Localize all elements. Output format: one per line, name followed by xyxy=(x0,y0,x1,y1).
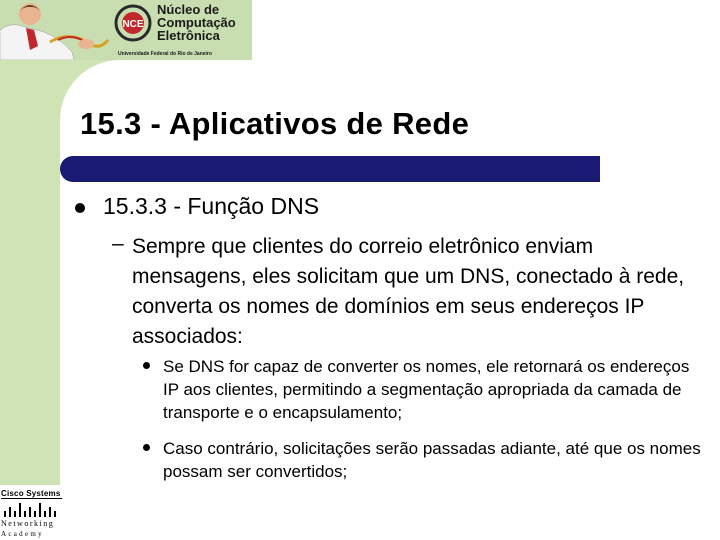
bullet-icon xyxy=(143,444,150,451)
svg-text:NCE: NCE xyxy=(122,19,144,30)
bullet-level3: Caso contrário, solicitações serão passadas adiante, até que os nomes possam ser convertidos; xyxy=(163,439,701,481)
title-bar xyxy=(60,156,600,182)
cisco-academy-logo xyxy=(0,485,64,540)
bullet-level3: Se DNS for capaz de converter os nomes, ele retornará os endereços IP aos clientes, permitindo a segmentação apropriada da camada de transporte e o encapsulamento; xyxy=(163,357,690,422)
cisco-academy: Academy xyxy=(1,530,44,538)
nce-logo-icon xyxy=(113,3,153,43)
cisco-networking: Networking xyxy=(1,519,55,528)
cisco-brand: Cisco Systems xyxy=(1,489,61,498)
slide-title: 15.3 - Aplicativos de Rede xyxy=(80,106,470,141)
org-subtitle: Universidade Federal do Rio de Janeiro xyxy=(118,51,212,57)
cisco-bars-icon xyxy=(2,502,62,517)
bullet-icon xyxy=(75,203,85,213)
bullet-icon xyxy=(143,362,150,369)
bullet-level2: Sempre que clientes do correio eletrônico enviam mensagens, eles solicitam que um DNS, conectado à rede, converta os nomes de domínios em seus endereços IP associados: xyxy=(132,235,685,348)
bullet-level1: 15.3.3 - Função DNS xyxy=(103,193,320,219)
person-with-cable-illustration xyxy=(0,0,110,60)
header-banner xyxy=(0,0,252,60)
dash-icon: – xyxy=(112,232,124,255)
org-name: Núcleo de Computação Eletrônica xyxy=(157,2,236,43)
